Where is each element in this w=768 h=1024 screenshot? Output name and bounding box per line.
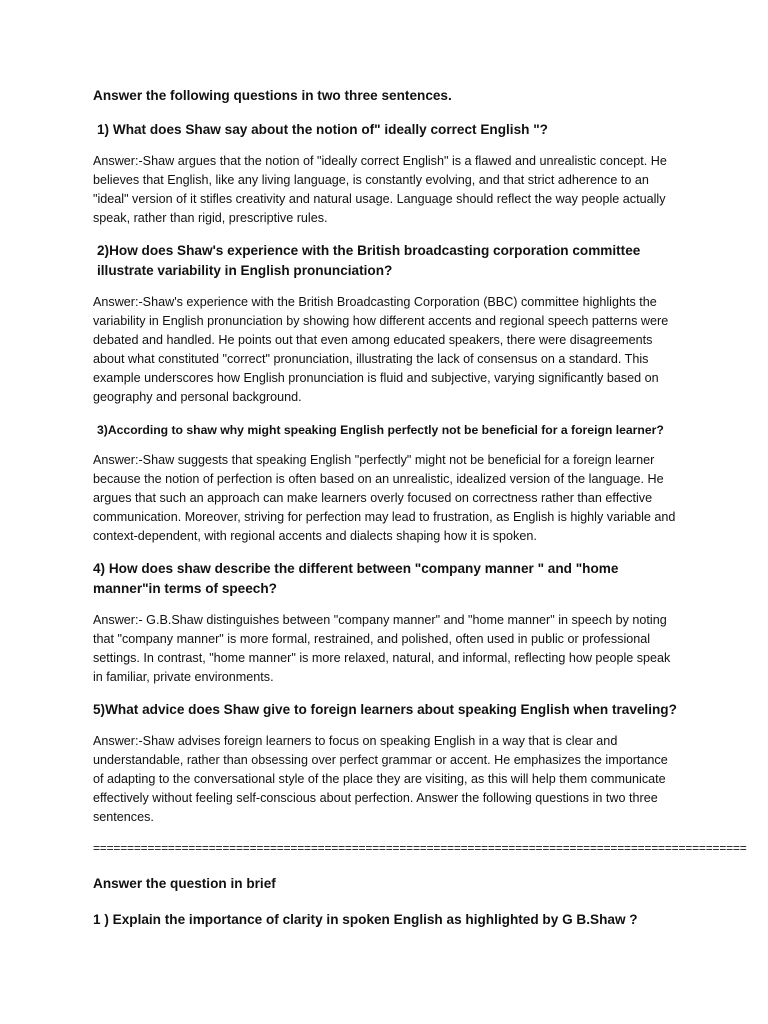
question-4: 4) How does shaw describe the different between "company manner " and "home manner"in terms of speech? <box>93 561 619 596</box>
question-5: 5)What advice does Shaw give to foreign learners about speaking English when traveling? <box>93 702 677 717</box>
question-3: 3)According to shaw why might speaking English perfectly not be beneficial for a foreign learner? <box>97 423 664 437</box>
question-2: 2)How does Shaw's experience with the British broadcasting corporation committee illustrate variability in English pronunciation? <box>97 243 641 278</box>
section2-question-1: 1 ) Explain the importance of clarity in spoken English as highlighted by G B.Shaw ? <box>93 912 638 927</box>
document-page <box>93 86 747 942</box>
answer-4: Answer:- G.B.Shaw distinguishes between "company manner" and "home manner" in speech by noting that "company manner" is more formal, restrained, and polished, often used in public or professional settings. In contrast, "home manner" is more relaxed, natural, and informal, reflecting how people speak in familiar, private environments. <box>93 613 671 684</box>
question-1: 1) What does Shaw say about the notion of" ideally correct English "? <box>97 122 548 137</box>
answer-1: Answer:-Shaw argues that the notion of "ideally correct English" is a flawed and unrealistic concept. He believes that English, like any living language, is constantly evolving, and that strict adherence to an "ideal" version of it stifles creativity and natural usage. Language should reflect the way people actually speak, rather than rigid, prescriptive rules. <box>93 154 667 225</box>
instruction-heading: Answer the following questions in two three sentences. <box>93 88 452 103</box>
answer-5: Answer:-Shaw advises foreign learners to focus on speaking English in a way that is clear and understandable, rather than obsessing over perfect grammar or accent. He emphasizes the importance of adapting to the conversational style of the place they are visiting, as this will help them communicate effectively without feeling self-conscious about perfection. Answer the following questions in two three sentences. <box>93 734 668 824</box>
separator-line: ================================================================================================ <box>93 841 747 855</box>
answer-2: Answer:-Shaw's experience with the British Broadcasting Corporation (BBC) committee highlights the variability in English pronunciation by showing how different accents and regional speech patterns were debated and handled. He points out that even among educated speakers, there were disagreements about what constituted "correct" pronunciation, illustrating the lack of consensus on a standard. This example underscores how English pronunciation is fluid and subjective, varying significantly based on geography and personal background. <box>93 295 669 404</box>
section2-heading: Answer the question in brief <box>93 876 276 891</box>
answer-3: Answer:-Shaw suggests that speaking English "perfectly" might not be beneficial for a foreign learner because the notion of perfection is often based on an unrealistic, idealized version of the language. He argues that such an approach can make learners overly focused on correctness rather than effective communication. Moreover, striving for perfection may lead to frustration, as English is highly variable and context-dependent, with regional accents and dialects shaping how it is spoken. <box>93 453 676 543</box>
